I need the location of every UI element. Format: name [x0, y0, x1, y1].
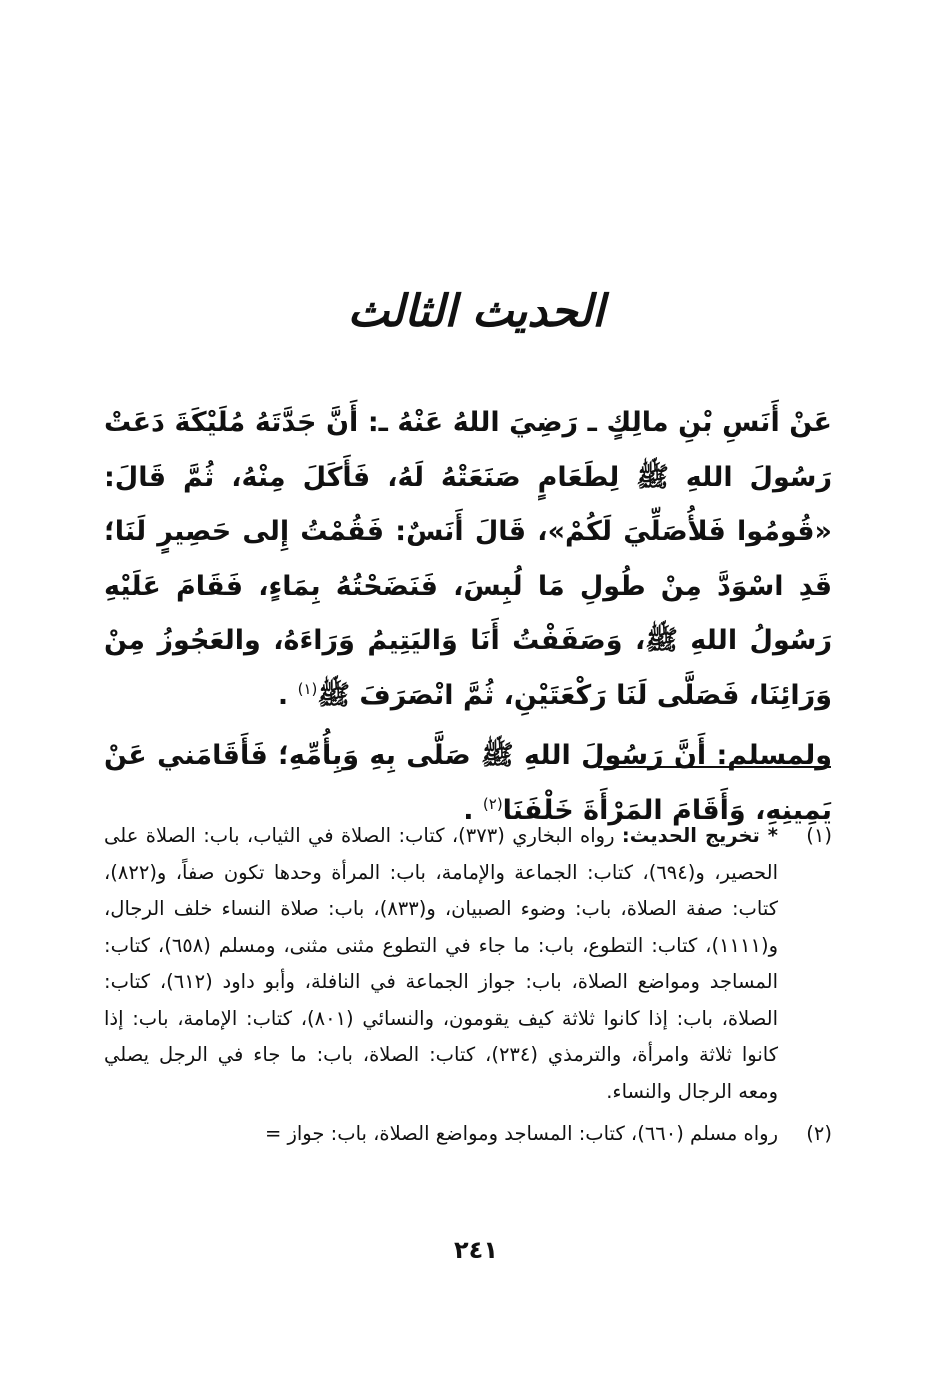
hadith-main-text: عَنْ أَنَسِ بْنِ مالِكٍ ـ رَضِيَ اللهُ عَنْهُ ـ: أَنَّ جَدَّتَهُ مُلَيْكَةَ دَعَتْ رَسُولَ اللهِ ﷺ لِطَعَامٍ صَنَعَتْهُ لَهُ، فَأَكَلَ مِنْهُ، ثُمَّ قَالَ: «قُومُوا فَلأُصَلِّيَ لَكُمْ»، قَالَ أَنَسٌ: فَقُمْتُ إِلى حَصِيرٍ لَنَا؛ قَدِ اسْوَدَّ مِنْ طُولِ مَا لُبِسَ، فَنَضَحْتُهُ بِمَاءٍ، فَقَامَ عَلَيْهِ رَسُولُ اللهِ ﷺ، وَصَفَفْتُ أَنَا وَاليَتِيمُ وَرَاءَهُ، والعَجُوزُ مِنْ وَرَائِنَا، فَصَلَّى لَنَا رَكْعَتَيْنِ، ثُمَّ انْصَرَفَ ﷺ: [104, 407, 832, 711]
hadith-main-period: .: [277, 679, 289, 711]
footnote-body: رواه مسلم (٦٦٠)، كتاب: المساجد ومواضع الصلاة، باب: جواز =: [264, 1122, 778, 1145]
footnote-divider: [598, 766, 831, 768]
hadith-second-period: .: [463, 794, 474, 826]
footnote-item: [104, 1116, 832, 1153]
footnote-body: رواه البخاري (٣٧٣)، كتاب: الصلاة في الثياب، باب: الصلاة على الحصير، و(٦٩٤)، كتاب: الجماعة والإمامة، باب: المرأة وحدها تكون صفاً، و(٨٢٢)، كتاب: صفة الصلاة، باب: وضوء الصبيان، و(٨٣٣)، باب: صلاة النساء خلف الرجال، و(١١١١)، كتاب: التطوع، باب: ما جاء في التطوع مثنى مثنى، ومسلم (٦٥٨)، كتاب: المساجد ومواضع الصلاة، باب: جواز الجماعة في النافلة، وأبو داود (٦١٢)، كتاب: الصلاة، باب: إذا كانوا ثلاثة كيف يقومون، والنسائي (٨٠١)، كتاب: الإمامة، باب: إذا كانوا ثلاثة وامرأة، والترمذي (٢٣٤)، كتاب: الصلاة، باب: ما جاء في الرجل يصلي ومعه الرجال والنساء.: [104, 824, 779, 1103]
footnotes-section: [104, 818, 832, 1153]
footnote-ref-1[interactable]: (١): [297, 679, 318, 698]
page-heading: الحديث الثالث: [347, 286, 605, 337]
hadith-body: [104, 396, 832, 838]
footnote-number: (٢): [806, 1122, 832, 1145]
footnote-number: (١): [806, 824, 832, 847]
footnote-lead: * تخريج الحديث:: [621, 824, 778, 847]
page-number: ٢٤١: [454, 1236, 498, 1264]
hadith-main-paragraph: [104, 396, 832, 723]
footnote-item: [104, 818, 832, 1110]
footnote-text: [104, 1116, 778, 1153]
footnote-text: [104, 818, 778, 1110]
footnote-ref-2[interactable]: (٢): [482, 794, 503, 813]
hadith-second-text: ولمسلم: أَنَّ رَسُولَ اللهِ ﷺ صَلَّى بِهِ وَبِأُمِّهِ؛ فَأَقَامَني عَنْ يَمِينِهِ، وَأَقَامَ المَرْأَةَ خَلْفَنَا: [104, 740, 832, 826]
